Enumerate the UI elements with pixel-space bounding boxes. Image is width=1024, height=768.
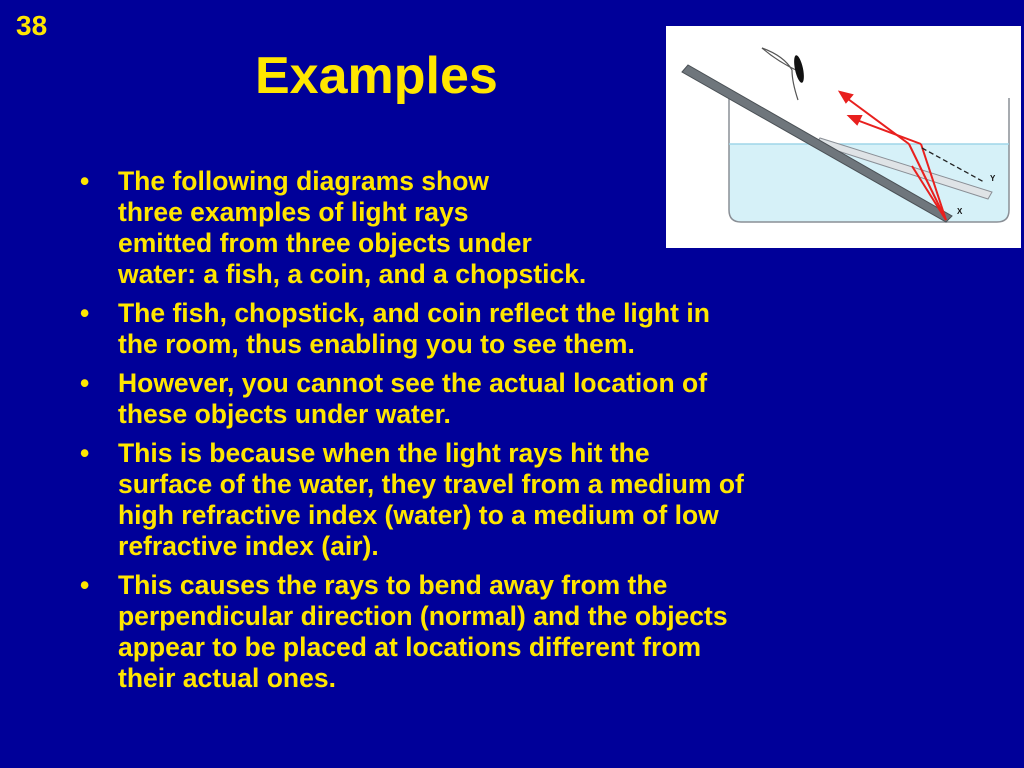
bullet-item <box>78 438 744 562</box>
label-x: X <box>957 207 963 216</box>
bullet-dot: • <box>80 298 90 328</box>
bullet-text: The fish, chopstick, and coin reflect the light in the room, thus enabling you to see them. <box>118 298 710 359</box>
bullet-item <box>78 298 744 360</box>
bullet-text: However, you cannot see the actual location of these objects under water. <box>118 368 708 429</box>
bullet-text: This causes the rays to bend away from the perpendicular direction (normal) and the objects appear to be placed at locations different from their actual ones. <box>118 570 728 693</box>
eye-icon <box>762 48 806 100</box>
bullet-text: The following diagrams show three examples of light rays emitted from three objects under water: a fish, a coin, and a chopstick. <box>118 166 587 289</box>
slide-number: 38 <box>16 10 48 41</box>
bullet-dot: • <box>80 438 90 468</box>
bullet-list <box>78 166 744 702</box>
bullet-item <box>78 570 744 694</box>
bullet-dot: • <box>80 368 90 398</box>
bullet-item <box>78 368 744 430</box>
bullet-dot: • <box>80 166 90 196</box>
bullet-item <box>78 166 744 290</box>
slide-title: Examples <box>255 47 498 105</box>
label-y: Y <box>990 174 996 183</box>
bullet-text: This is because when the light rays hit the surface of the water, they travel from a medium of high refractive index (water) to a medium of low refractive index (air). <box>118 438 744 561</box>
bullet-dot: • <box>80 570 90 600</box>
